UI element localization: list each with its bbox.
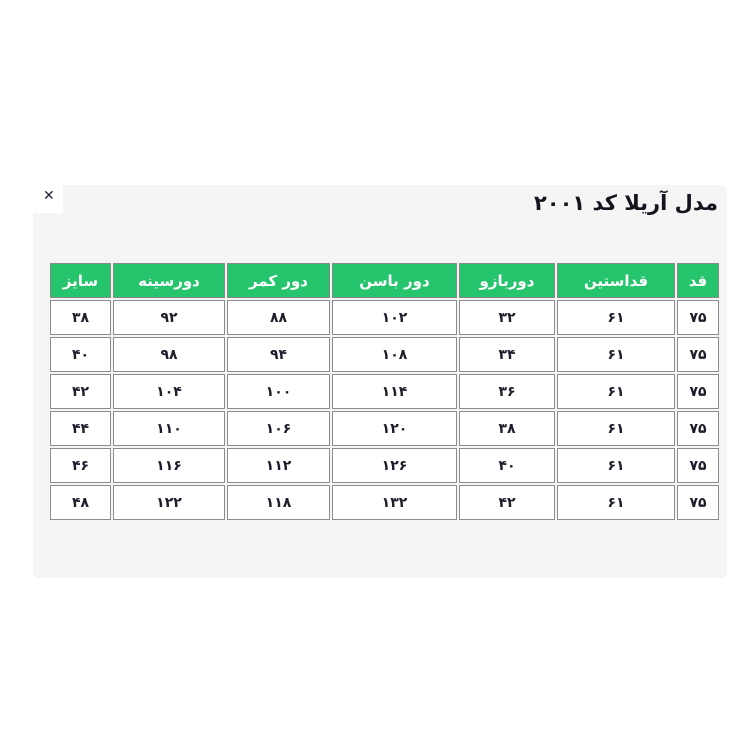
table-cell: ۷۵ xyxy=(677,411,719,446)
size-chart-table xyxy=(48,261,721,522)
table-cell: ۶۱ xyxy=(557,337,675,372)
size-chart-modal xyxy=(33,185,727,578)
table-cell: ۳۶ xyxy=(459,374,555,409)
table-cell: ۳۸ xyxy=(459,411,555,446)
table-row xyxy=(50,411,719,446)
table-cell: ۸۸ xyxy=(227,300,330,335)
table-cell: ۷۵ xyxy=(677,485,719,520)
table-body xyxy=(50,300,719,520)
table-cell: ۶۱ xyxy=(557,448,675,483)
table-cell: ۶۱ xyxy=(557,300,675,335)
table-cell: ۱۱۰ xyxy=(113,411,225,446)
modal-title: مدل آریلا کد ۲۰۰۱ xyxy=(533,191,718,215)
close-icon: ✕ xyxy=(43,188,55,204)
table-cell: ۹۴ xyxy=(227,337,330,372)
table-cell: ۴۲ xyxy=(459,485,555,520)
column-header: دورسینه xyxy=(113,263,225,298)
close-button[interactable] xyxy=(33,185,63,213)
table-cell: ۷۵ xyxy=(677,300,719,335)
column-header: قداستین xyxy=(557,263,675,298)
table-cell: ۱۱۴ xyxy=(332,374,457,409)
table-row xyxy=(50,374,719,409)
column-header: دور کمر xyxy=(227,263,330,298)
column-header: سایز xyxy=(50,263,111,298)
table-cell: ۷۵ xyxy=(677,337,719,372)
table-cell: ۹۲ xyxy=(113,300,225,335)
table-cell: ۴۲ xyxy=(50,374,111,409)
table-cell: ۶۱ xyxy=(557,485,675,520)
table-cell: ۱۰۴ xyxy=(113,374,225,409)
table-cell: ۹۸ xyxy=(113,337,225,372)
table-cell: ۳۴ xyxy=(459,337,555,372)
table-cell: ۳۸ xyxy=(50,300,111,335)
table-row xyxy=(50,337,719,372)
table-cell: ۴۶ xyxy=(50,448,111,483)
table-cell: ۱۱۶ xyxy=(113,448,225,483)
column-header: قد xyxy=(677,263,719,298)
table-row xyxy=(50,485,719,520)
table-row xyxy=(50,448,719,483)
table-cell: ۱۱۲ xyxy=(227,448,330,483)
table-header-row xyxy=(50,263,719,298)
table-cell: ۷۵ xyxy=(677,448,719,483)
table-cell: ۱۲۰ xyxy=(332,411,457,446)
table-cell: ۴۸ xyxy=(50,485,111,520)
table-cell: ۶۱ xyxy=(557,374,675,409)
table-cell: ۱۰۶ xyxy=(227,411,330,446)
table-cell: ۴۴ xyxy=(50,411,111,446)
table-cell: ۶۱ xyxy=(557,411,675,446)
table-cell: ۴۰ xyxy=(459,448,555,483)
table-cell: ۱۰۲ xyxy=(332,300,457,335)
table-cell: ۱۲۲ xyxy=(113,485,225,520)
table-cell: ۱۰۸ xyxy=(332,337,457,372)
table-cell: ۱۲۶ xyxy=(332,448,457,483)
table-row xyxy=(50,300,719,335)
table-cell: ۱۱۸ xyxy=(227,485,330,520)
table-cell: ۴۰ xyxy=(50,337,111,372)
table-cell: ۱۳۲ xyxy=(332,485,457,520)
table-cell: ۳۲ xyxy=(459,300,555,335)
table-cell: ۱۰۰ xyxy=(227,374,330,409)
column-header: دوربازو xyxy=(459,263,555,298)
table-cell: ۷۵ xyxy=(677,374,719,409)
column-header: دور باسن xyxy=(332,263,457,298)
